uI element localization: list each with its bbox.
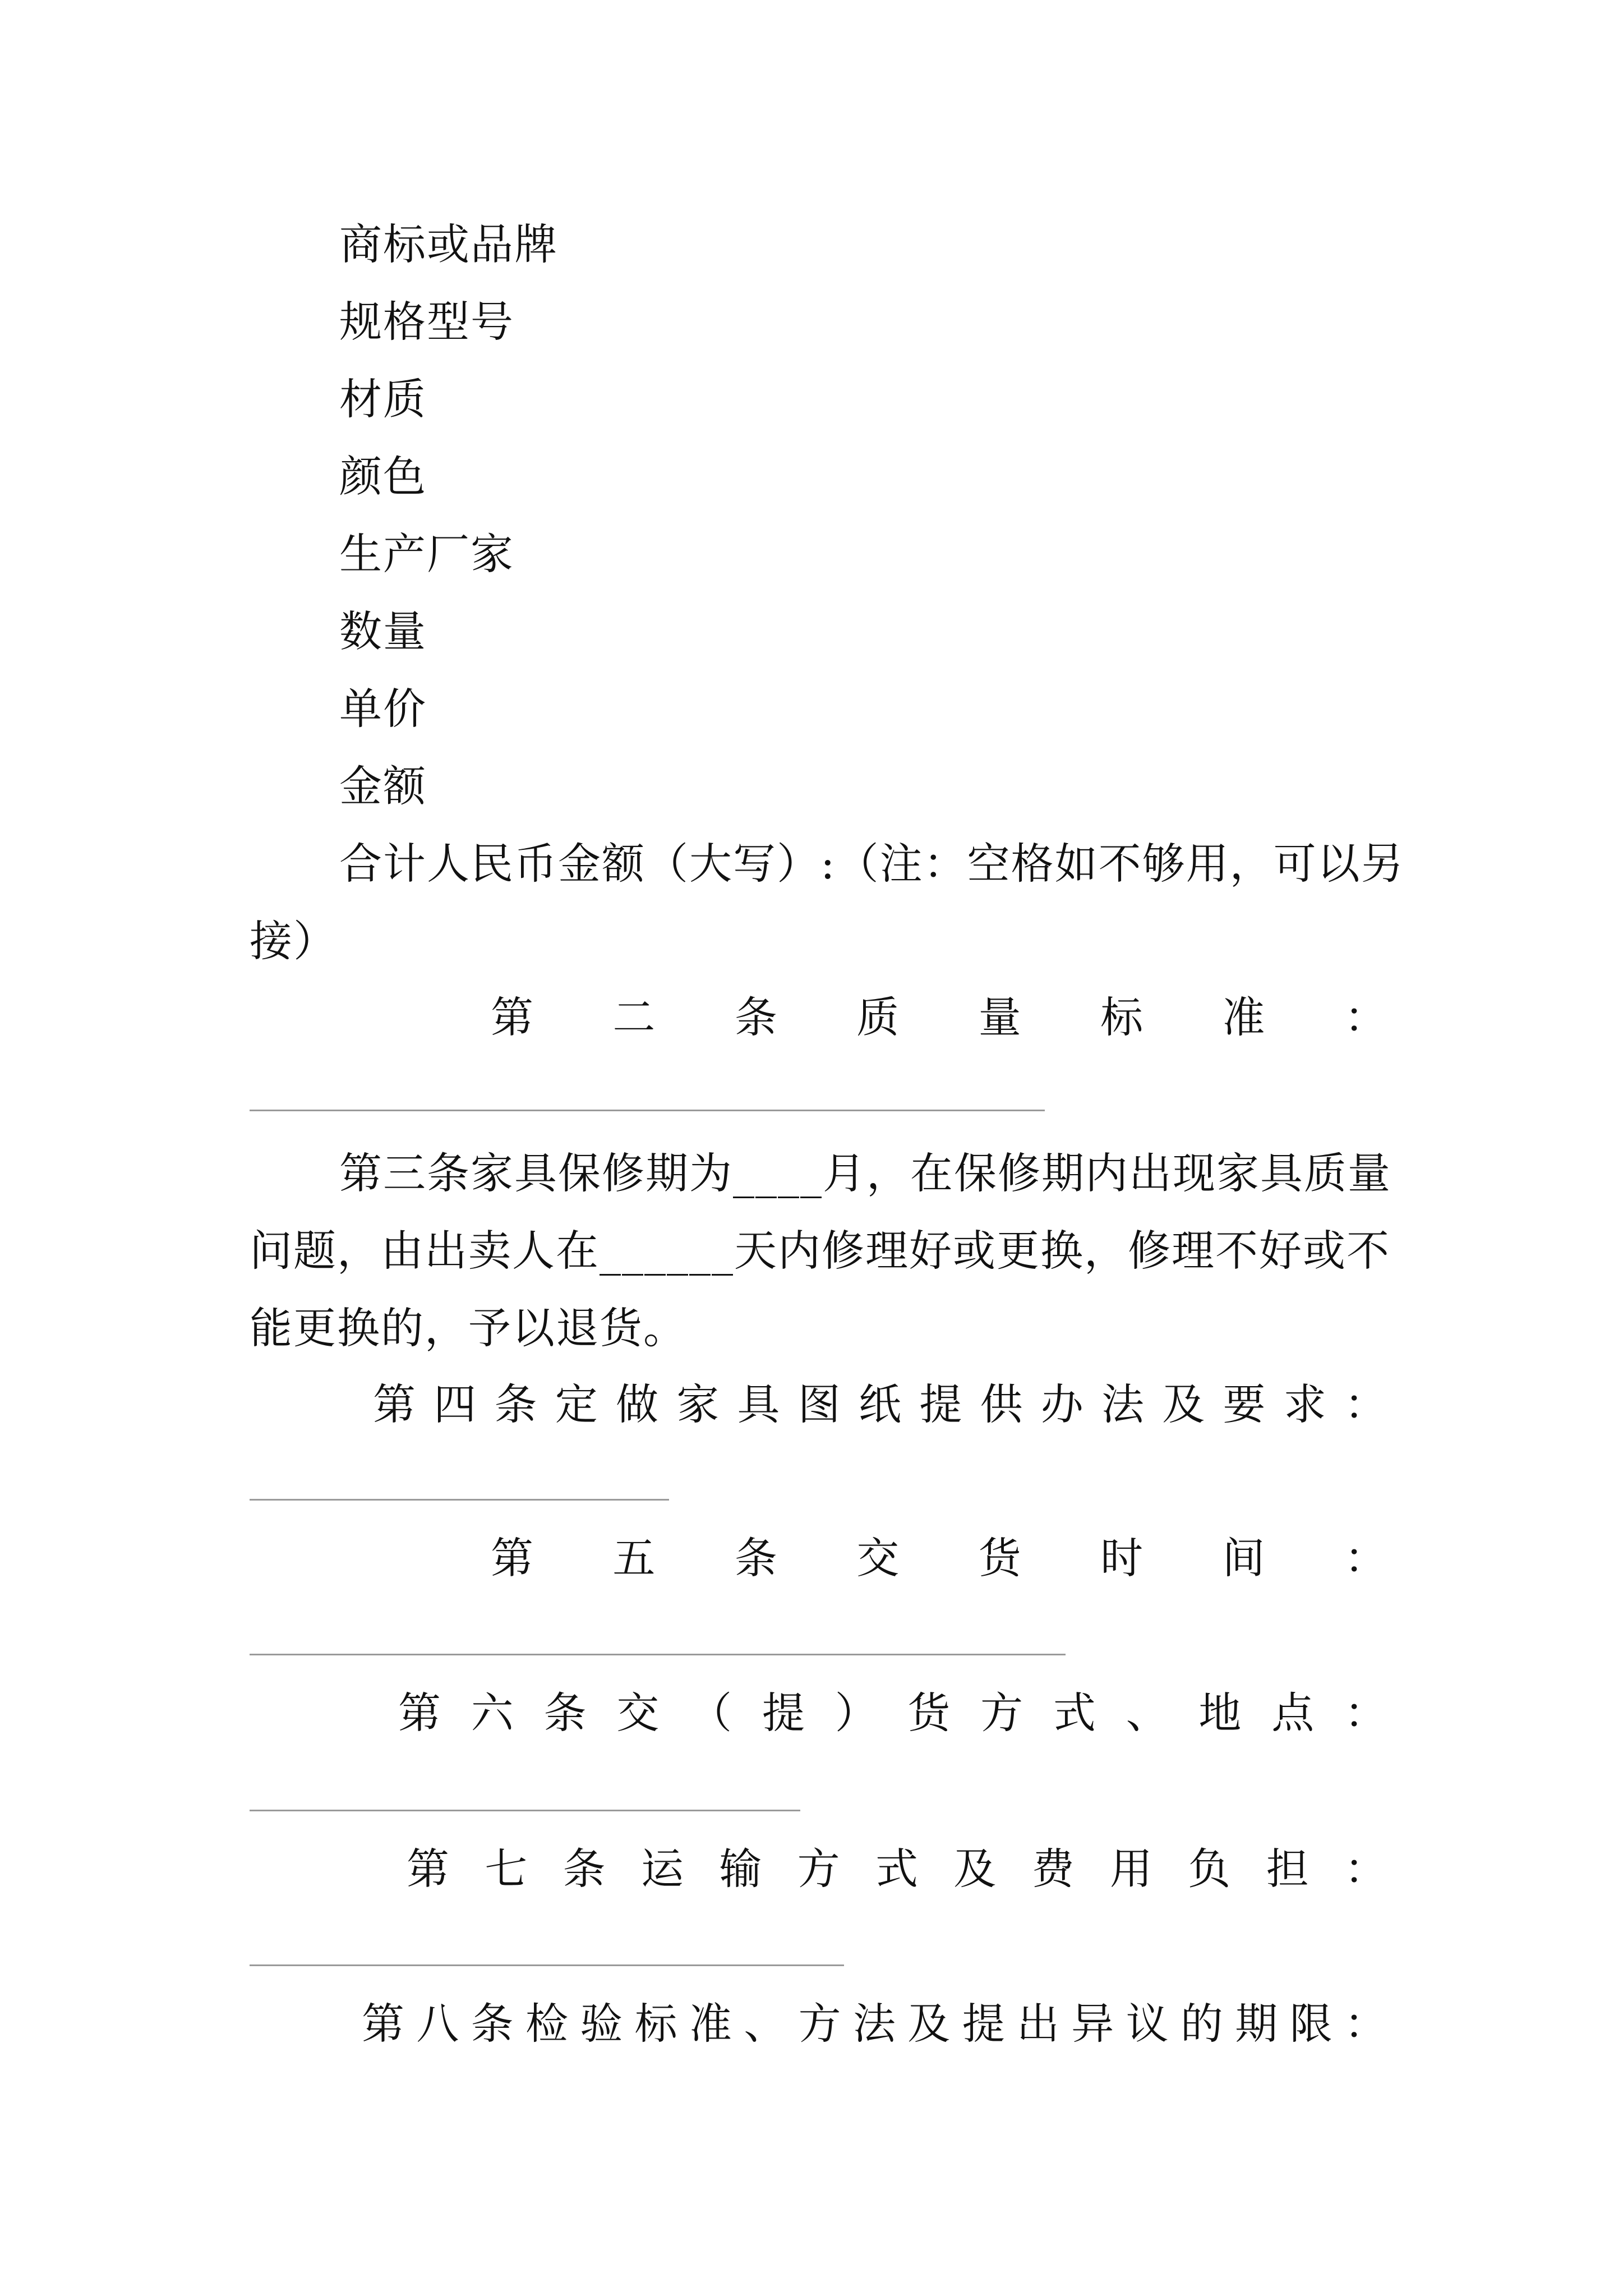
art6-char: 地 [1198, 1688, 1243, 1738]
art8-char: 检 [525, 1999, 569, 2049]
art8-char: 第 [362, 1999, 405, 2049]
total-amount-line2: 接） [250, 916, 337, 966]
art4-char: 要 [1223, 1379, 1267, 1429]
art6-char: （ [689, 1688, 734, 1738]
art6-char: 、 [1126, 1688, 1170, 1738]
art5-char: 第 [491, 1533, 534, 1583]
art2-char: 二 [612, 992, 657, 1042]
art4-char: 第 [373, 1379, 417, 1429]
item-material: 材质 [339, 374, 427, 424]
art8-char: 法 [852, 1999, 897, 2049]
art7-char: 用 [1109, 1844, 1154, 1894]
art7-char: 负 [1188, 1844, 1232, 1894]
art4-char: ： [1344, 1379, 1388, 1429]
art8-char: 异 [1071, 1999, 1115, 2049]
article-7-heading [250, 1841, 1388, 1897]
art5-char: 交 [856, 1533, 901, 1583]
art6-char: 交 [616, 1688, 661, 1738]
article-5-heading [250, 1530, 1388, 1586]
item-color: 颜色 [339, 452, 427, 501]
art8-char: 限 [1289, 1999, 1334, 2049]
art4-char: 提 [919, 1379, 963, 1429]
art4-char: 定 [555, 1379, 599, 1429]
art8-char: 的 [1180, 1999, 1224, 2049]
art5-char: 货 [978, 1533, 1022, 1583]
art8-char: 条 [471, 1999, 515, 2049]
art8-char: 、 [744, 1999, 788, 2049]
art8-char: 八 [416, 1999, 460, 2049]
art5-char: ： [1344, 1533, 1388, 1583]
art2-char: 质 [856, 992, 901, 1042]
art4-char: 法 [1101, 1379, 1145, 1429]
article-3-line3: 能更换的，予以退货。 [250, 1303, 687, 1353]
art5-char: 间 [1222, 1533, 1266, 1583]
article-2-blank-rule [250, 1110, 1045, 1111]
article-7-blank-rule [250, 1964, 844, 1966]
art7-char: 输 [719, 1844, 763, 1894]
art8-char: 标 [634, 1999, 679, 2049]
article-6-heading [250, 1685, 1388, 1741]
art4-char: 条 [494, 1379, 538, 1429]
art7-char: 条 [562, 1844, 607, 1894]
art4-char: 具 [737, 1379, 781, 1429]
art8-char: 提 [962, 1999, 1006, 2049]
art2-char: 准 [1222, 992, 1266, 1042]
art6-char: 方 [980, 1688, 1025, 1738]
art2-char: 条 [734, 992, 778, 1042]
item-manufacturer: 生产厂家 [339, 529, 514, 579]
art2-char: 第 [491, 992, 534, 1042]
item-unit-price: 单价 [339, 684, 427, 734]
art4-char: 供 [980, 1379, 1024, 1429]
art8-char: 准 [689, 1999, 733, 2049]
art7-char: 担 [1266, 1844, 1310, 1894]
art5-char: 五 [612, 1533, 657, 1583]
article-5-blank-rule [250, 1654, 1066, 1655]
total-amount-line1: 合计人民币金额（大写）:（注：空格如不够用，可以另 [339, 839, 1405, 889]
article-3-line1: 第三条家具保修期为____月，在保修期内出现家具质量 [339, 1148, 1391, 1198]
art2-char: ： [1344, 992, 1388, 1042]
art8-char: 议 [1126, 1999, 1170, 2049]
item-brand: 商标或品牌 [339, 219, 558, 269]
article-6-blank-rule [250, 1810, 800, 1811]
art4-char: 图 [797, 1379, 842, 1429]
art6-char: ） [834, 1688, 879, 1738]
item-amount: 金额 [339, 761, 427, 811]
art6-char: 第 [398, 1688, 442, 1738]
art7-char: 费 [1031, 1844, 1076, 1894]
article-4-heading [250, 1377, 1388, 1433]
art6-char: 货 [907, 1688, 952, 1738]
article-8-heading [250, 1996, 1388, 2052]
art8-char: 方 [798, 1999, 842, 2049]
item-quantity: 数量 [339, 606, 427, 656]
art6-char: 提 [762, 1688, 806, 1738]
article-4-blank-rule [250, 1499, 669, 1501]
art4-char: 四 [434, 1379, 478, 1429]
art4-char: 纸 [859, 1379, 902, 1429]
art5-char: 条 [734, 1533, 778, 1583]
art8-char: 出 [1016, 1999, 1061, 2049]
art7-char: 运 [640, 1844, 685, 1894]
art8-char: 验 [580, 1999, 624, 2049]
art7-char: 第 [407, 1844, 450, 1894]
art4-char: 做 [616, 1379, 660, 1429]
item-model: 规格型号 [339, 297, 514, 347]
article-3-line2: 问题，由出卖人在______天内修理好或更换，修理不好或不 [250, 1226, 1390, 1276]
art6-char: ： [1344, 1688, 1388, 1738]
art5-char: 时 [1100, 1533, 1145, 1583]
art8-char: 期 [1235, 1999, 1279, 2049]
art7-char: 七 [485, 1844, 529, 1894]
art4-char: 办 [1040, 1379, 1085, 1429]
art8-char: ： [1344, 1999, 1388, 2049]
art6-char: 条 [543, 1688, 588, 1738]
art4-char: 家 [676, 1379, 721, 1429]
art2-char: 量 [978, 992, 1022, 1042]
art6-char: 式 [1053, 1688, 1097, 1738]
art4-char: 求 [1283, 1379, 1327, 1429]
art7-char: 式 [875, 1844, 919, 1894]
art7-char: 方 [797, 1844, 841, 1894]
art7-char: 及 [953, 1844, 998, 1894]
art6-char: 六 [471, 1688, 515, 1738]
article-2-heading [250, 990, 1388, 1046]
art8-char: 及 [907, 1999, 952, 2049]
art6-char: 点 [1271, 1688, 1316, 1738]
art7-char: ： [1344, 1844, 1388, 1894]
art2-char: 标 [1100, 992, 1145, 1042]
art4-char: 及 [1162, 1379, 1206, 1429]
